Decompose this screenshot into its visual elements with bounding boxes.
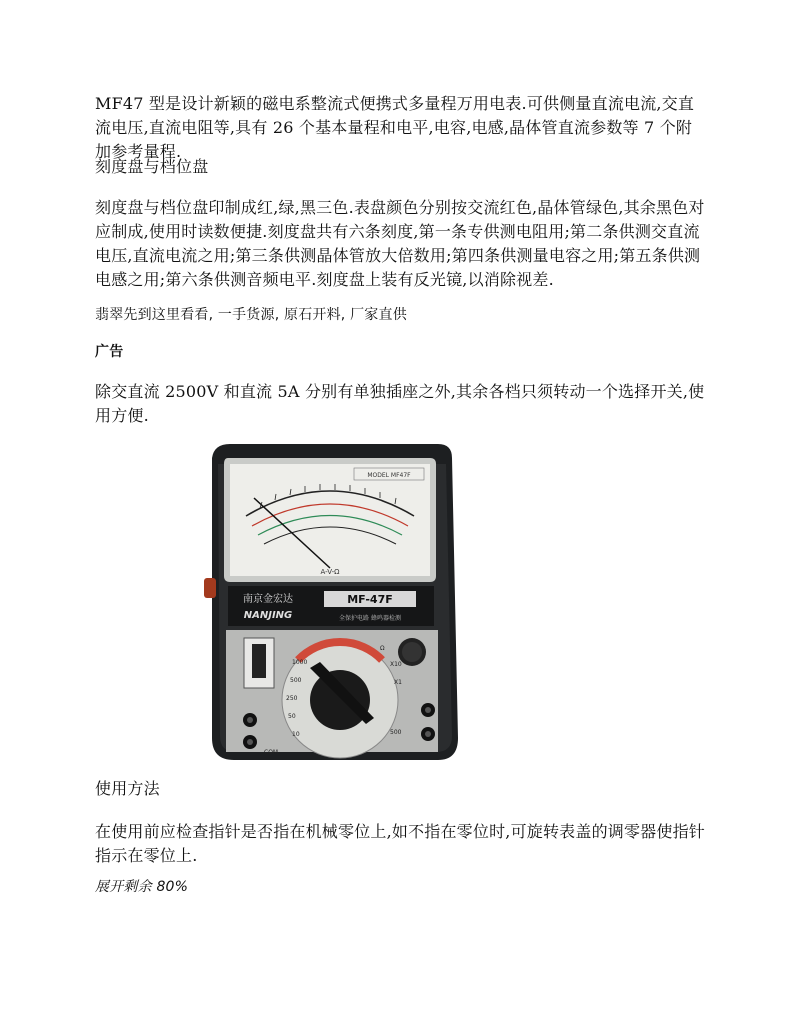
- brand-cn: 南京金宏达: [243, 594, 293, 605]
- socket-paragraph: 除交直流 2500V 和直流 5A 分别有单独插座之外,其余各档只须转动一个选择开关,使用方便.: [95, 382, 705, 425]
- ad-label: 广告: [95, 344, 124, 360]
- svg-text:X10: X10: [390, 661, 402, 668]
- svg-text:500: 500: [390, 729, 402, 736]
- promo-link-text[interactable]: 翡翠先到这里看看, 一手货源, 原石开料, 厂家直供: [95, 307, 407, 323]
- expand-more-link[interactable]: 展开剩余 80%: [95, 879, 189, 895]
- svg-text:X1: X1: [394, 679, 402, 686]
- svg-text:A-V-Ω: A-V-Ω: [320, 568, 340, 576]
- multimeter-photo: [190, 438, 480, 768]
- brand-en: NANJING: [243, 610, 293, 621]
- ohm-label: Ω: [380, 645, 385, 652]
- svg-text:500: 500: [290, 677, 302, 684]
- com-label: COM: [264, 749, 279, 756]
- dial-description-paragraph: 刻度盘与档位盘印制成红,绿,黑三色.表盘颜色分别按交流红色,晶体管绿色,其余黑色对应制成,使用时读数便捷.刻度盘共有六条刻度,第一条专供测电阻用;第二条供测交直流电压,直流电流之用;第三条供测晶体管放大倍数用;第四条供测量电容之用;第五条供测电感之用;第六条供测音频电平.刻度盘上装有反光镜,以消除视差.: [95, 198, 705, 289]
- section-title-usage: 使用方法: [95, 779, 160, 798]
- model-sub: 全保护电路 蜂鸣器检测: [339, 615, 401, 622]
- promo-link[interactable]: [95, 303, 705, 327]
- section-title-dial: 刻度盘与档位盘: [95, 157, 209, 176]
- intro-paragraph: MF47 型是设计新颖的磁电系整流式便携式多量程万用电表.可供侧量直流电流,交直流电压,直流电阻等,具有 26 个基本量程和电平,电容,电感,晶体管直流参数等 7 个附加参考量程.: [95, 94, 695, 161]
- svg-text:1000: 1000: [292, 659, 308, 666]
- svg-text:250: 250: [286, 695, 298, 702]
- model-plate: MF-47F: [347, 593, 393, 606]
- svg-text:10: 10: [292, 731, 300, 738]
- usage-paragraph: 在使用前应检查指针是否指在机械零位上,如不指在零位时,可旋转表盖的调零器使指针指示在零位上.: [95, 822, 705, 865]
- model-label: MODEL MF47F: [367, 472, 411, 479]
- svg-text:50: 50: [288, 713, 296, 720]
